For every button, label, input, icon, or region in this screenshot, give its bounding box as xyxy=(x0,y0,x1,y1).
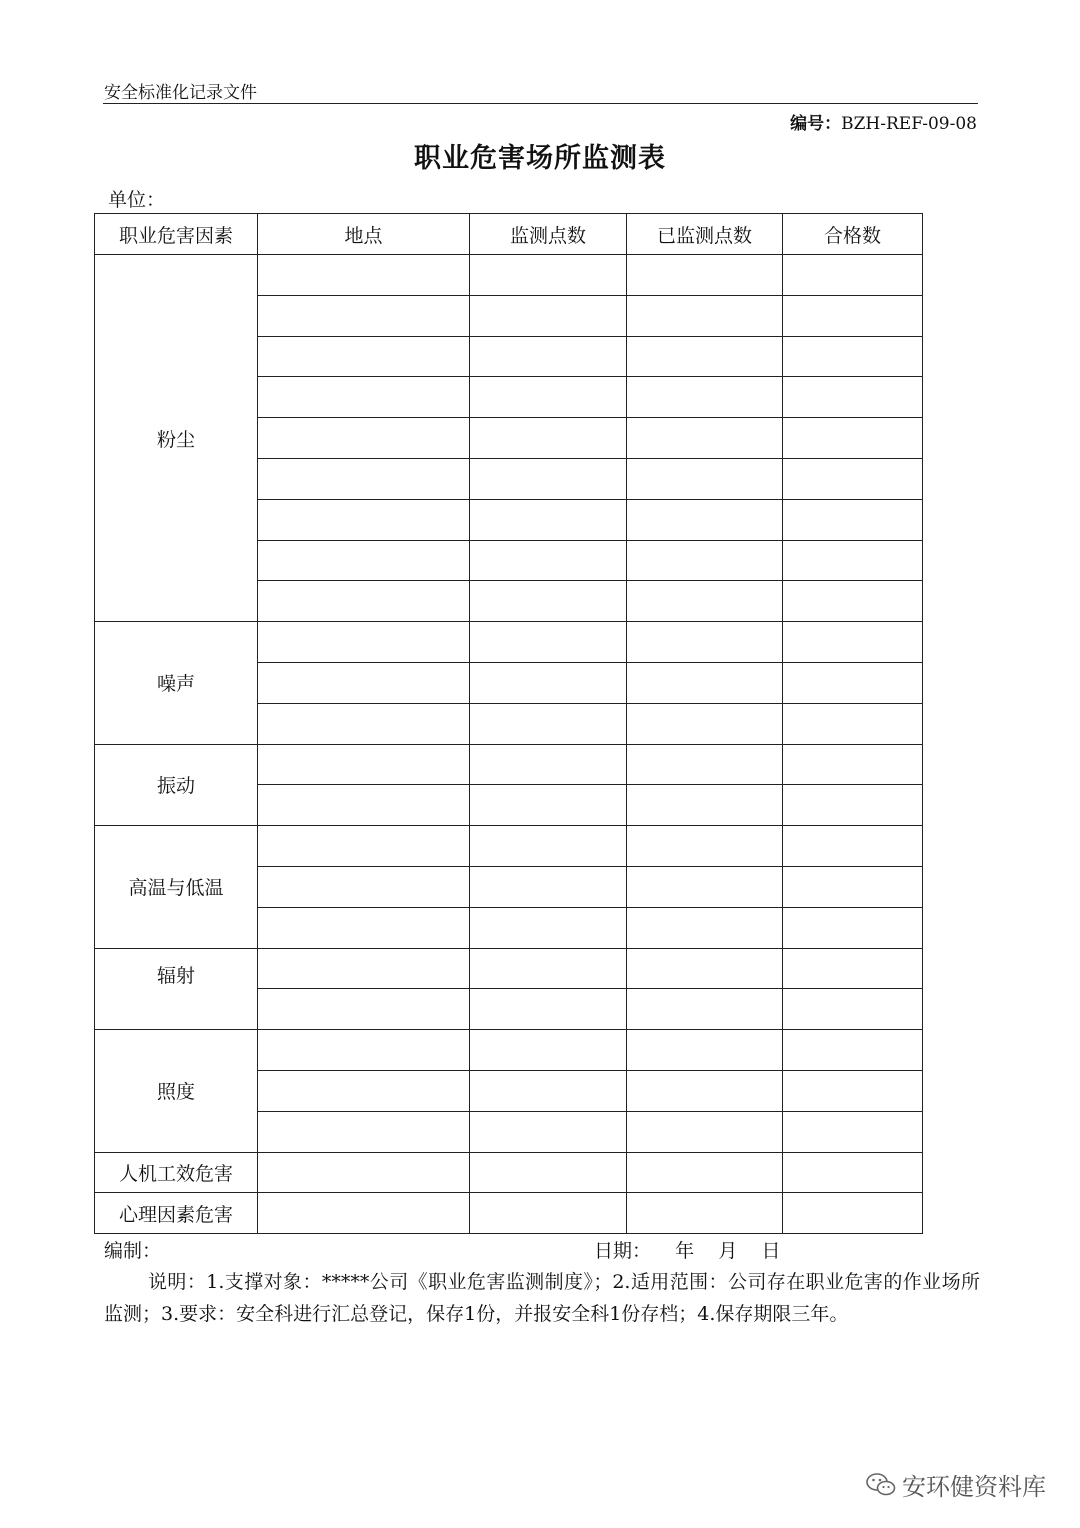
table-cell xyxy=(470,785,627,826)
table-cell xyxy=(258,1030,470,1071)
document-number xyxy=(790,109,977,134)
table-cell xyxy=(258,948,470,989)
table-cell xyxy=(258,662,470,703)
table-cell xyxy=(470,1111,627,1152)
table-cell xyxy=(627,1030,783,1071)
table-row xyxy=(95,622,923,663)
table-cell xyxy=(258,989,470,1030)
table-cell xyxy=(627,581,783,622)
table-cell xyxy=(627,662,783,703)
table-cell xyxy=(470,948,627,989)
table-cell xyxy=(627,622,783,663)
hazard-factor-cell: 高温与低温 xyxy=(95,826,258,948)
table-cell xyxy=(470,826,627,867)
watermark-text: 安环健资料库 xyxy=(902,1473,1046,1501)
table-cell xyxy=(470,499,627,540)
table-cell xyxy=(258,540,470,581)
table-cell xyxy=(470,989,627,1030)
table-body xyxy=(95,255,923,1234)
table-cell xyxy=(627,255,783,296)
hazard-factor-cell: 粉尘 xyxy=(95,255,258,622)
table-cell xyxy=(783,785,923,826)
document-category: 安全标准化记录文件 xyxy=(104,83,257,103)
table-cell xyxy=(470,458,627,499)
column-header: 监测点数 xyxy=(470,214,627,255)
table-cell xyxy=(258,377,470,418)
table-cell xyxy=(783,1030,923,1071)
hazard-factor-cell: 辐射 xyxy=(95,948,258,1030)
hazard-factor-cell: 噪声 xyxy=(95,622,258,744)
table-cell xyxy=(783,336,923,377)
table-cell xyxy=(470,1193,627,1234)
hazard-factor-cell: 振动 xyxy=(95,744,258,826)
table-cell xyxy=(258,336,470,377)
document-number-label: 编号： xyxy=(790,114,842,134)
table-cell xyxy=(783,499,923,540)
table-cell xyxy=(783,581,923,622)
hazard-factor-cell: 心理因素危害 xyxy=(95,1193,258,1234)
table-cell xyxy=(258,458,470,499)
wechat-icon xyxy=(866,1472,896,1498)
table-row xyxy=(95,1152,923,1193)
table-cell xyxy=(783,1193,923,1234)
date-label: 日期： 年 月 日 xyxy=(594,1240,781,1262)
table-cell xyxy=(783,1070,923,1111)
footer-row xyxy=(104,1236,984,1263)
table-cell xyxy=(258,1193,470,1234)
table-cell xyxy=(627,826,783,867)
table-cell xyxy=(470,744,627,785)
table-cell xyxy=(627,418,783,459)
hazard-factor-cell: 照度 xyxy=(95,1030,258,1152)
column-header: 职业危害因素 xyxy=(95,214,258,255)
table-cell xyxy=(470,255,627,296)
table-cell xyxy=(783,255,923,296)
table-cell xyxy=(783,622,923,663)
table-cell xyxy=(627,1152,783,1193)
table-cell xyxy=(258,826,470,867)
table-cell xyxy=(627,948,783,989)
table-cell xyxy=(783,377,923,418)
watermark xyxy=(866,1467,1046,1502)
table-cell xyxy=(470,336,627,377)
table-cell xyxy=(470,703,627,744)
table-cell xyxy=(783,907,923,948)
table-cell xyxy=(627,499,783,540)
table-cell xyxy=(783,989,923,1030)
table-cell xyxy=(627,744,783,785)
table-cell xyxy=(627,703,783,744)
table-cell xyxy=(783,295,923,336)
table-row xyxy=(95,948,923,989)
table-cell xyxy=(627,377,783,418)
table-cell xyxy=(258,622,470,663)
column-header: 已监测点数 xyxy=(627,214,783,255)
unit-label: 单位： xyxy=(108,189,166,211)
monitoring-table xyxy=(94,213,923,1234)
table-cell xyxy=(627,295,783,336)
table-cell xyxy=(470,377,627,418)
table-cell xyxy=(783,866,923,907)
table-row xyxy=(95,1193,923,1234)
table-cell xyxy=(258,1111,470,1152)
table-cell xyxy=(627,866,783,907)
table-cell xyxy=(470,540,627,581)
table-cell xyxy=(470,295,627,336)
column-header: 合格数 xyxy=(783,214,923,255)
table-cell xyxy=(627,540,783,581)
table-cell xyxy=(470,1152,627,1193)
hazard-factor-cell: 人机工效危害 xyxy=(95,1152,258,1193)
table-cell xyxy=(258,1152,470,1193)
table-cell xyxy=(258,1070,470,1111)
page-title: 职业危害场所监测表 xyxy=(414,143,666,174)
table-cell xyxy=(258,295,470,336)
table-row xyxy=(95,826,923,867)
table-cell xyxy=(783,458,923,499)
table-cell xyxy=(627,1193,783,1234)
table-cell xyxy=(470,1030,627,1071)
table-header-row xyxy=(95,214,923,255)
table-cell xyxy=(258,703,470,744)
table-cell xyxy=(783,1111,923,1152)
table-cell xyxy=(627,907,783,948)
table-cell xyxy=(258,866,470,907)
table-cell xyxy=(783,948,923,989)
table-cell xyxy=(470,418,627,459)
table-cell xyxy=(627,1070,783,1111)
table-row xyxy=(95,744,923,785)
table-cell xyxy=(783,744,923,785)
table-row xyxy=(95,1030,923,1071)
table-cell xyxy=(783,662,923,703)
table-cell xyxy=(627,458,783,499)
table-cell xyxy=(470,1070,627,1111)
table-cell xyxy=(470,581,627,622)
document-number-value: BZH-REF-09-08 xyxy=(841,114,977,134)
table-cell xyxy=(258,744,470,785)
table-cell xyxy=(627,989,783,1030)
table-cell xyxy=(258,499,470,540)
table-cell xyxy=(258,581,470,622)
notes-paragraph: 说明：1.支撑对象：*****公司《职业危害监测制度》；2.适用范围：公司存在职业危害的作业场所监测；3.要求：安全科进行汇总登记，保存1份，并报安全科1份存档；4.保存期限三年。 xyxy=(104,1271,980,1325)
table-cell xyxy=(783,540,923,581)
table-cell xyxy=(470,662,627,703)
table-cell xyxy=(627,336,783,377)
table-cell xyxy=(470,622,627,663)
table-cell xyxy=(783,826,923,867)
table-cell xyxy=(627,785,783,826)
table-cell xyxy=(258,907,470,948)
table-cell xyxy=(258,785,470,826)
table-cell xyxy=(783,703,923,744)
column-header: 地点 xyxy=(258,214,470,255)
table-row xyxy=(95,255,923,296)
table-cell xyxy=(783,418,923,459)
table-cell xyxy=(258,255,470,296)
table-cell xyxy=(470,907,627,948)
prepared-by-label: 编制： xyxy=(104,1240,162,1262)
table-cell xyxy=(470,866,627,907)
table-cell xyxy=(627,1111,783,1152)
header-divider xyxy=(103,103,978,104)
table-cell xyxy=(783,1152,923,1193)
table-cell xyxy=(258,418,470,459)
